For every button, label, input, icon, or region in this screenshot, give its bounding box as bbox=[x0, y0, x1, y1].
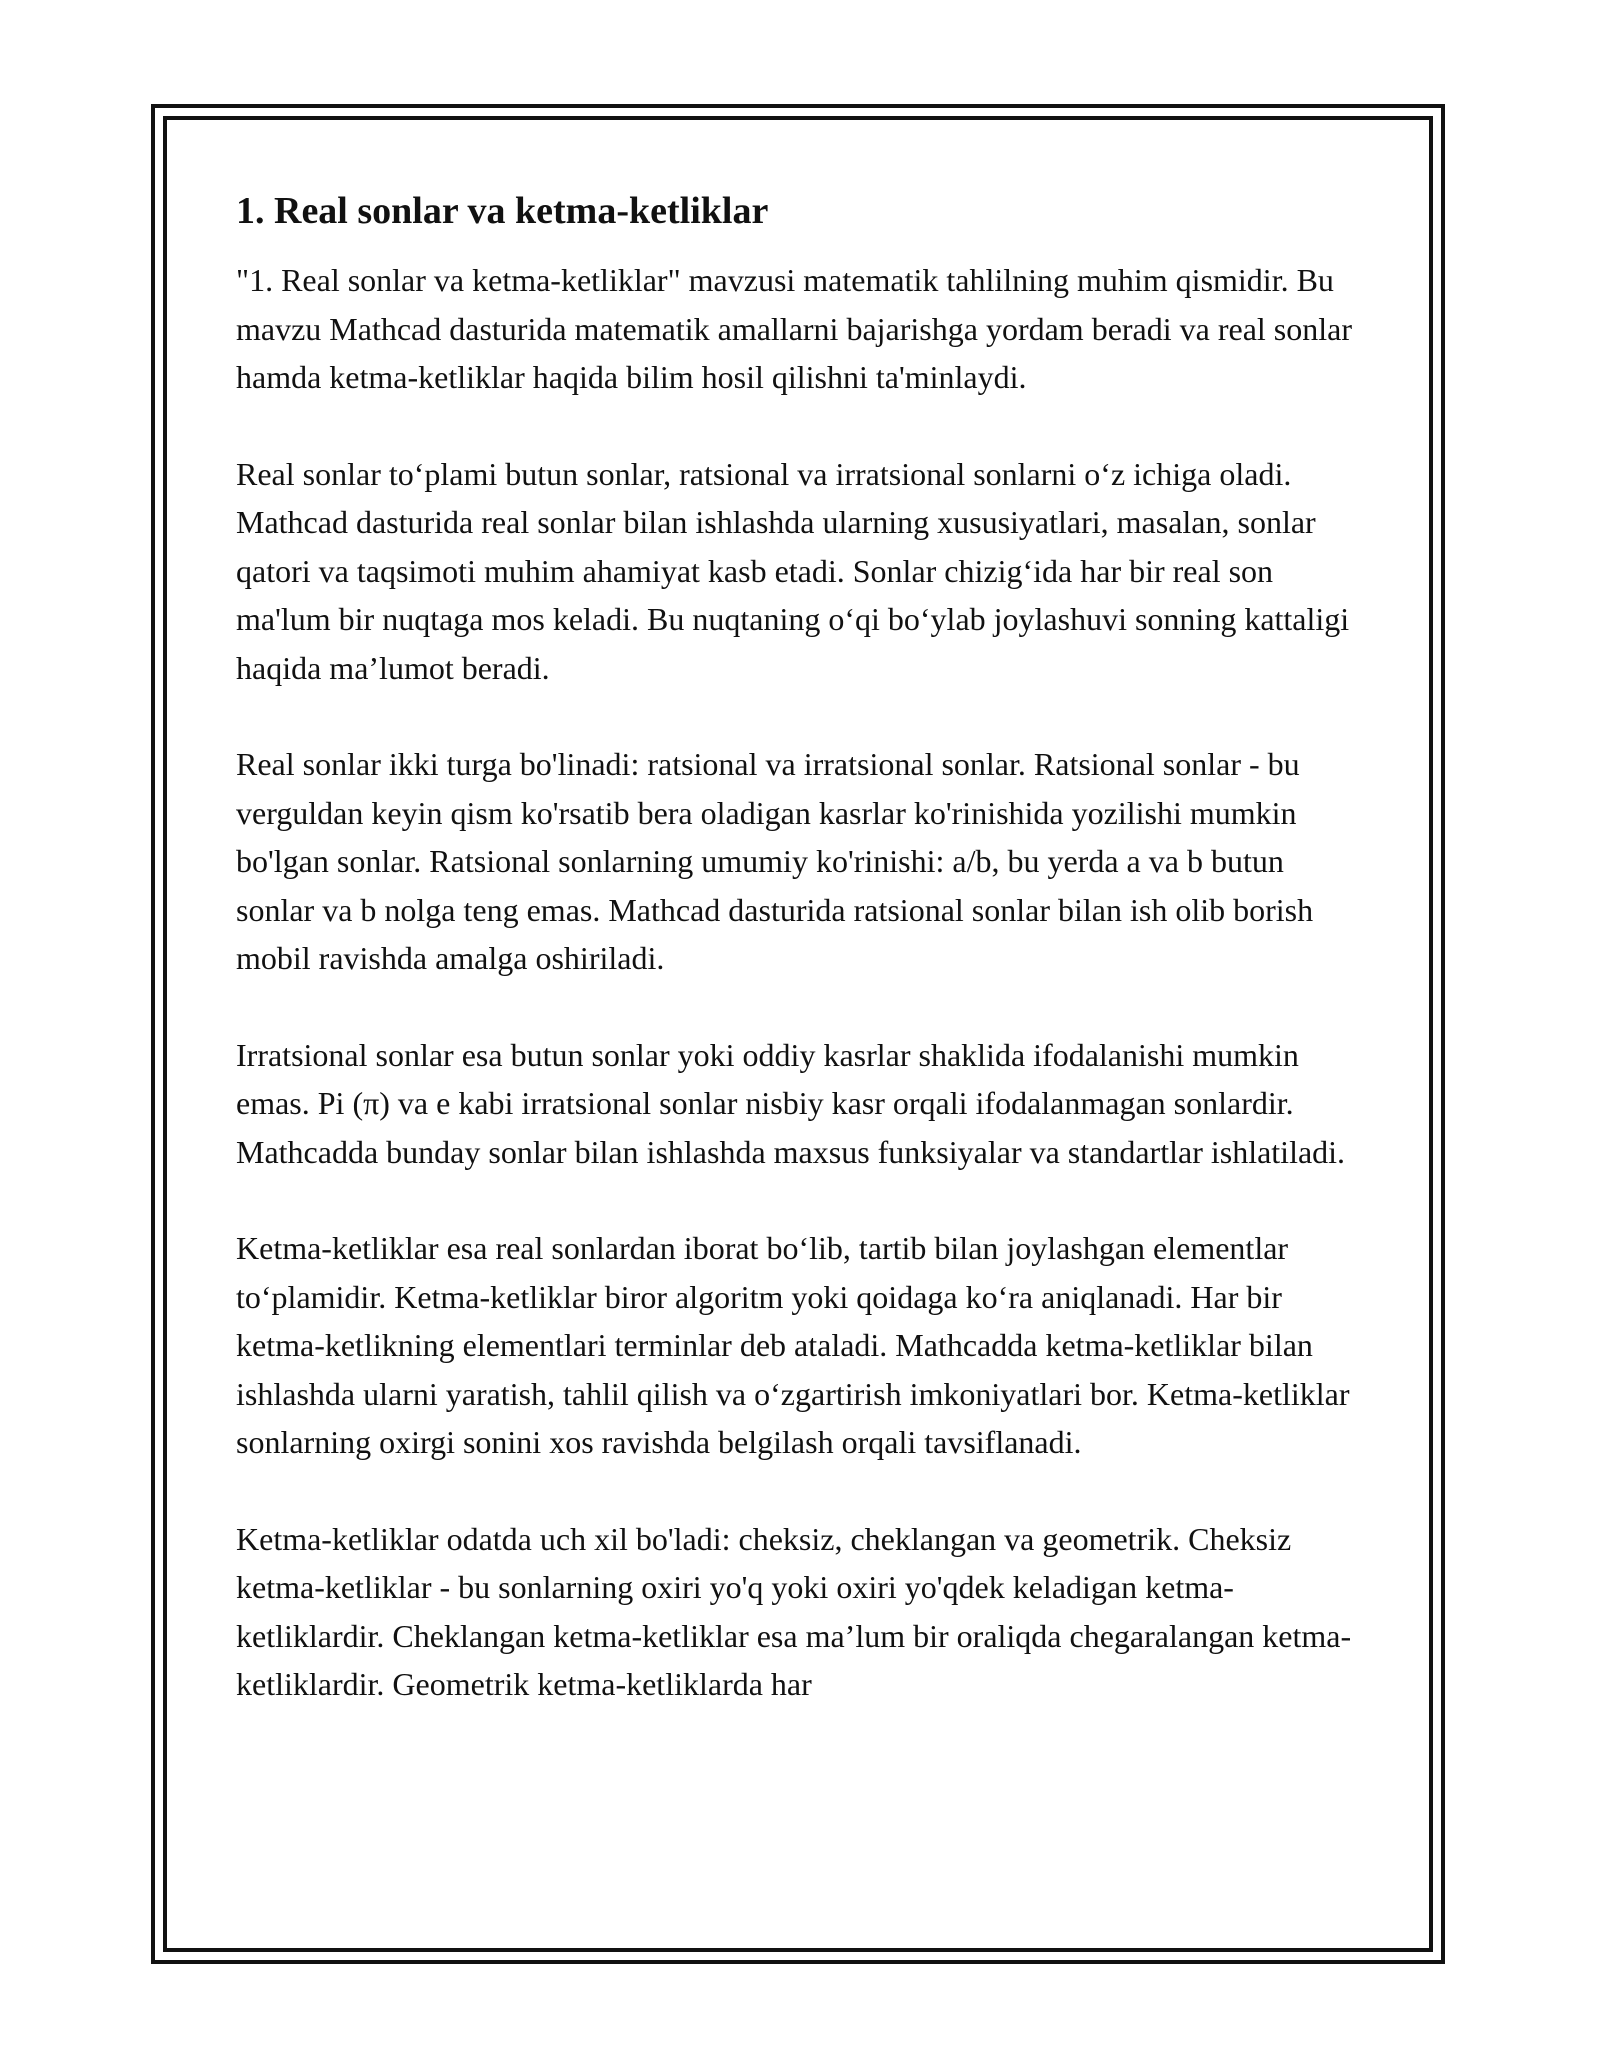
paragraph-real-numbers: Real sonlar to‘plami butun sonlar, ratsional va irratsional sonlarni o‘z ichiga oladi. Mathcad dasturida real sonlar bilan ishlashda ularning xususiyatlari, masalan, sonlar qatori va taqsimoti muhim ahamiyat kasb etadi. Sonlar chizig‘ida har bir real son ma'lum bir nuqtaga mos keladi. Bu nuqtaning o‘qi bo‘ylab joylashuvi sonning kattaligi haqida ma’lumot beradi. bbox=[236, 455, 1350, 686]
paragraph-rational-numbers: Real sonlar ikki turga bo'linadi: ratsional va irratsional sonlar. Ratsional sonlar - bu verguldan keyin qism ko'rsatib bera oladigan kasrlar ko'rinishida yozilishi mumkin bo'lgan sonlar. Ratsional sonlarning umumiy ko'rinishi: a/b, bu yerda a va b butun sonlar va b nolga teng emas. Mathcad dasturida ratsional sonlar bilan ish olib borish mobil ravishda amalga oshiriladi. bbox=[236, 746, 1314, 976]
paragraph-sequences: Ketma-ketliklar esa real sonlardan iborat bo‘lib, tartib bilan joylashgan elementlar to‘plamidir. Ketma-ketliklar biror algoritm yoki qoidaga ko‘ra aniqlanadi. Har bir ketma-ketlikning elementlari terminlar deb ataladi. Mathcadda ketma-ketliklar bilan ishlashda ularni yaratish, tahlil qilish va o‘zgartirish imkoniyatlari bor. Ketma-ketliklar sonlarning oxirgi sonini xos ravishda belgilash orqali tavsiflanadi. bbox=[236, 1230, 1350, 1460]
document-body bbox=[236, 186, 1366, 1709]
paragraph-sequence-types: Ketma-ketliklar odatda uch xil bo'ladi: cheksiz, cheklangan va geometrik. Cheksiz ketma-ketliklar - bu sonlarning oxiri yo'q yoki oxiri yo'qdek keladigan ketma-ketliklardir. Cheklangan ketma-ketliklar esa ma’lum bir oraliqda chegaralangan ketma-ketliklardir. Geometrik ketma-ketliklarda har bbox=[236, 1520, 1352, 1702]
document-title: 1. Real sonlar va ketma-ketliklar bbox=[236, 190, 769, 232]
paragraph-irrational-numbers: Irratsional sonlar esa butun sonlar yoki oddiy kasrlar shaklida ifodalanishi mumkin emas. Pi (π) va e kabi irratsional sonlar nisbiy kasr orqali ifodalanmagan sonlardir. Mathcadda bunday sonlar bilan ishlashda maxsus funksiyalar va standartlar ishlatiladi. bbox=[236, 1036, 1346, 1170]
paragraph-intro: "1. Real sonlar va ketma-ketliklar" mavzusi matematik tahlilning muhim qismidir. Bu mavzu Mathcad dasturida matematik amallarni bajarishga yordam beradi va real sonlar hamda ketma-ketliklar haqida bilim hosil qilishni ta'minlaydi. bbox=[236, 262, 1352, 395]
